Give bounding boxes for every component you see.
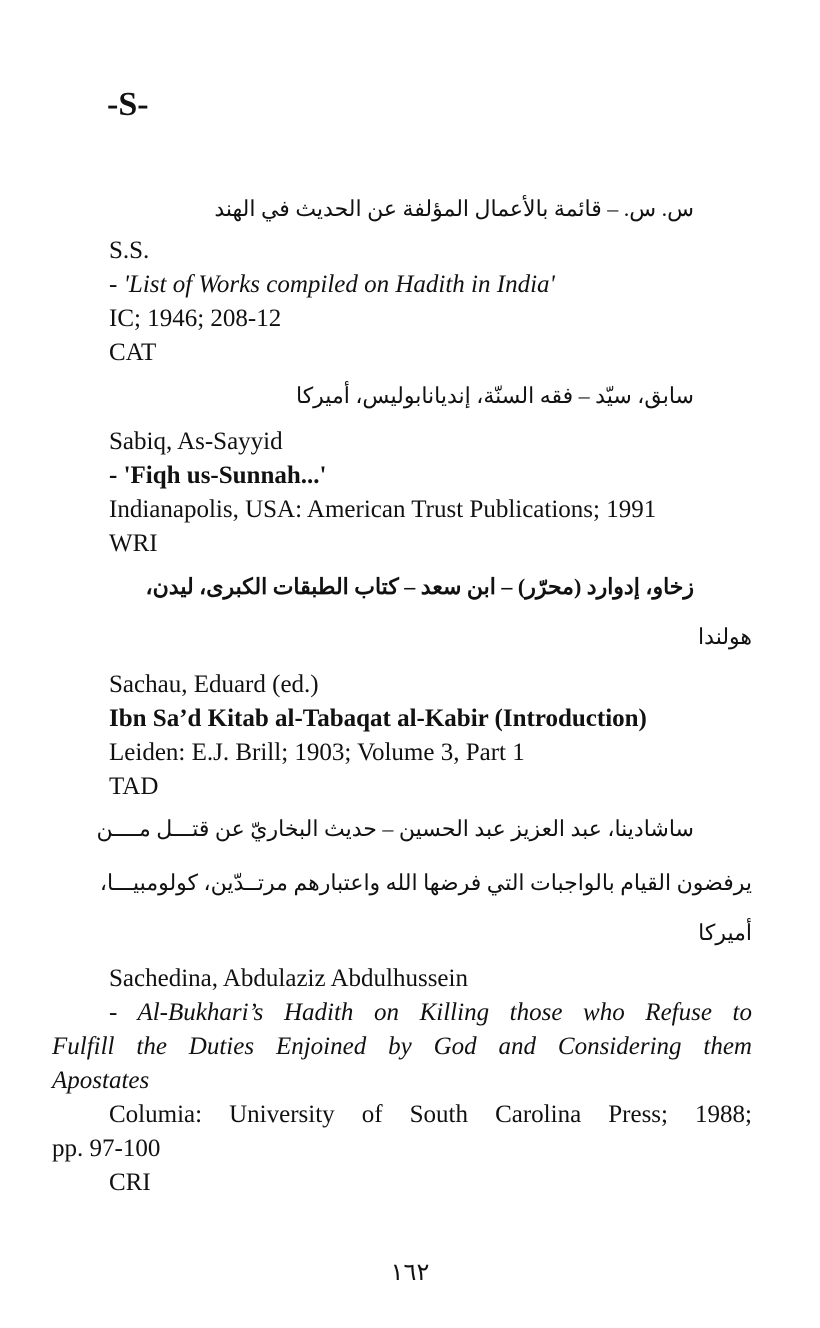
entry-publication-line: pp. 97-100 — [52, 1135, 161, 1162]
entry-code: WRI — [109, 530, 158, 557]
entry-code: CRI — [109, 1169, 151, 1196]
entry-author: S.S. — [109, 237, 150, 264]
entry-arabic-line: ساشادينا، عبد العزيز عبد الحسين – حديث البخاريّ عن قتـــل مــــن — [96, 816, 694, 841]
section-heading: -S- — [107, 86, 149, 123]
entry-arabic-line: يرفضون القيام بالواجبات التي فرضها الله واعتبارهم مرتــدّين، كولومبيـــا، — [99, 870, 752, 895]
entry-publication: Leiden: E.J. Brill; 1903; Volume 3, Part 1 — [109, 739, 525, 766]
entry-title: - 'List of Works compiled on Hadith in India' — [109, 271, 555, 298]
entry-author: Sachau, Eduard (ed.) — [109, 671, 319, 698]
entry-publication: Indianapolis, USA: American Trust Publications; 1991 — [109, 496, 657, 523]
entry-title-line: - Al-Bukhari’s Hadith on Killing those who Refuse to — [109, 999, 752, 1026]
entry-title: - 'Fiqh us-Sunnah...' — [109, 462, 327, 489]
entry-arabic-line: س. س. – قائمة بالأعمال المؤلفة عن الحديث في الهند — [214, 196, 694, 221]
entry-publication-line: Columia: University of South Carolina Press; 1988; — [109, 1101, 752, 1128]
entry-arabic-line: هولندا — [698, 624, 752, 649]
page-number: ١٦٢ — [390, 1260, 430, 1286]
entry-arabic-line: زخاو، إدوارد (محرّر) – ابن سعد – كتاب الطبقات الكبرى، ليدن، — [145, 574, 694, 599]
entry-arabic-line: سابق، سيّد – فقه السنّة، إنديانابوليس، أميركا — [295, 383, 694, 408]
entry-arabic-line: أميركا — [698, 920, 752, 945]
entry-title: Ibn Sa’d Kitab al-Tabaqat al-Kabir (Introduction) — [109, 705, 647, 732]
entry-publication: IC; 1946; 208-12 — [109, 305, 282, 332]
entry-title-line: Apostates — [52, 1067, 150, 1094]
entry-author: Sabiq, As-Sayyid — [109, 428, 283, 455]
entry-code: TAD — [109, 773, 159, 800]
entry-title-line: Fulfill the Duties Enjoined by God and Considering them — [52, 1033, 752, 1060]
entry-code: CAT — [109, 339, 157, 366]
entry-author: Sachedina, Abdulaziz Abdulhussein — [109, 965, 468, 992]
